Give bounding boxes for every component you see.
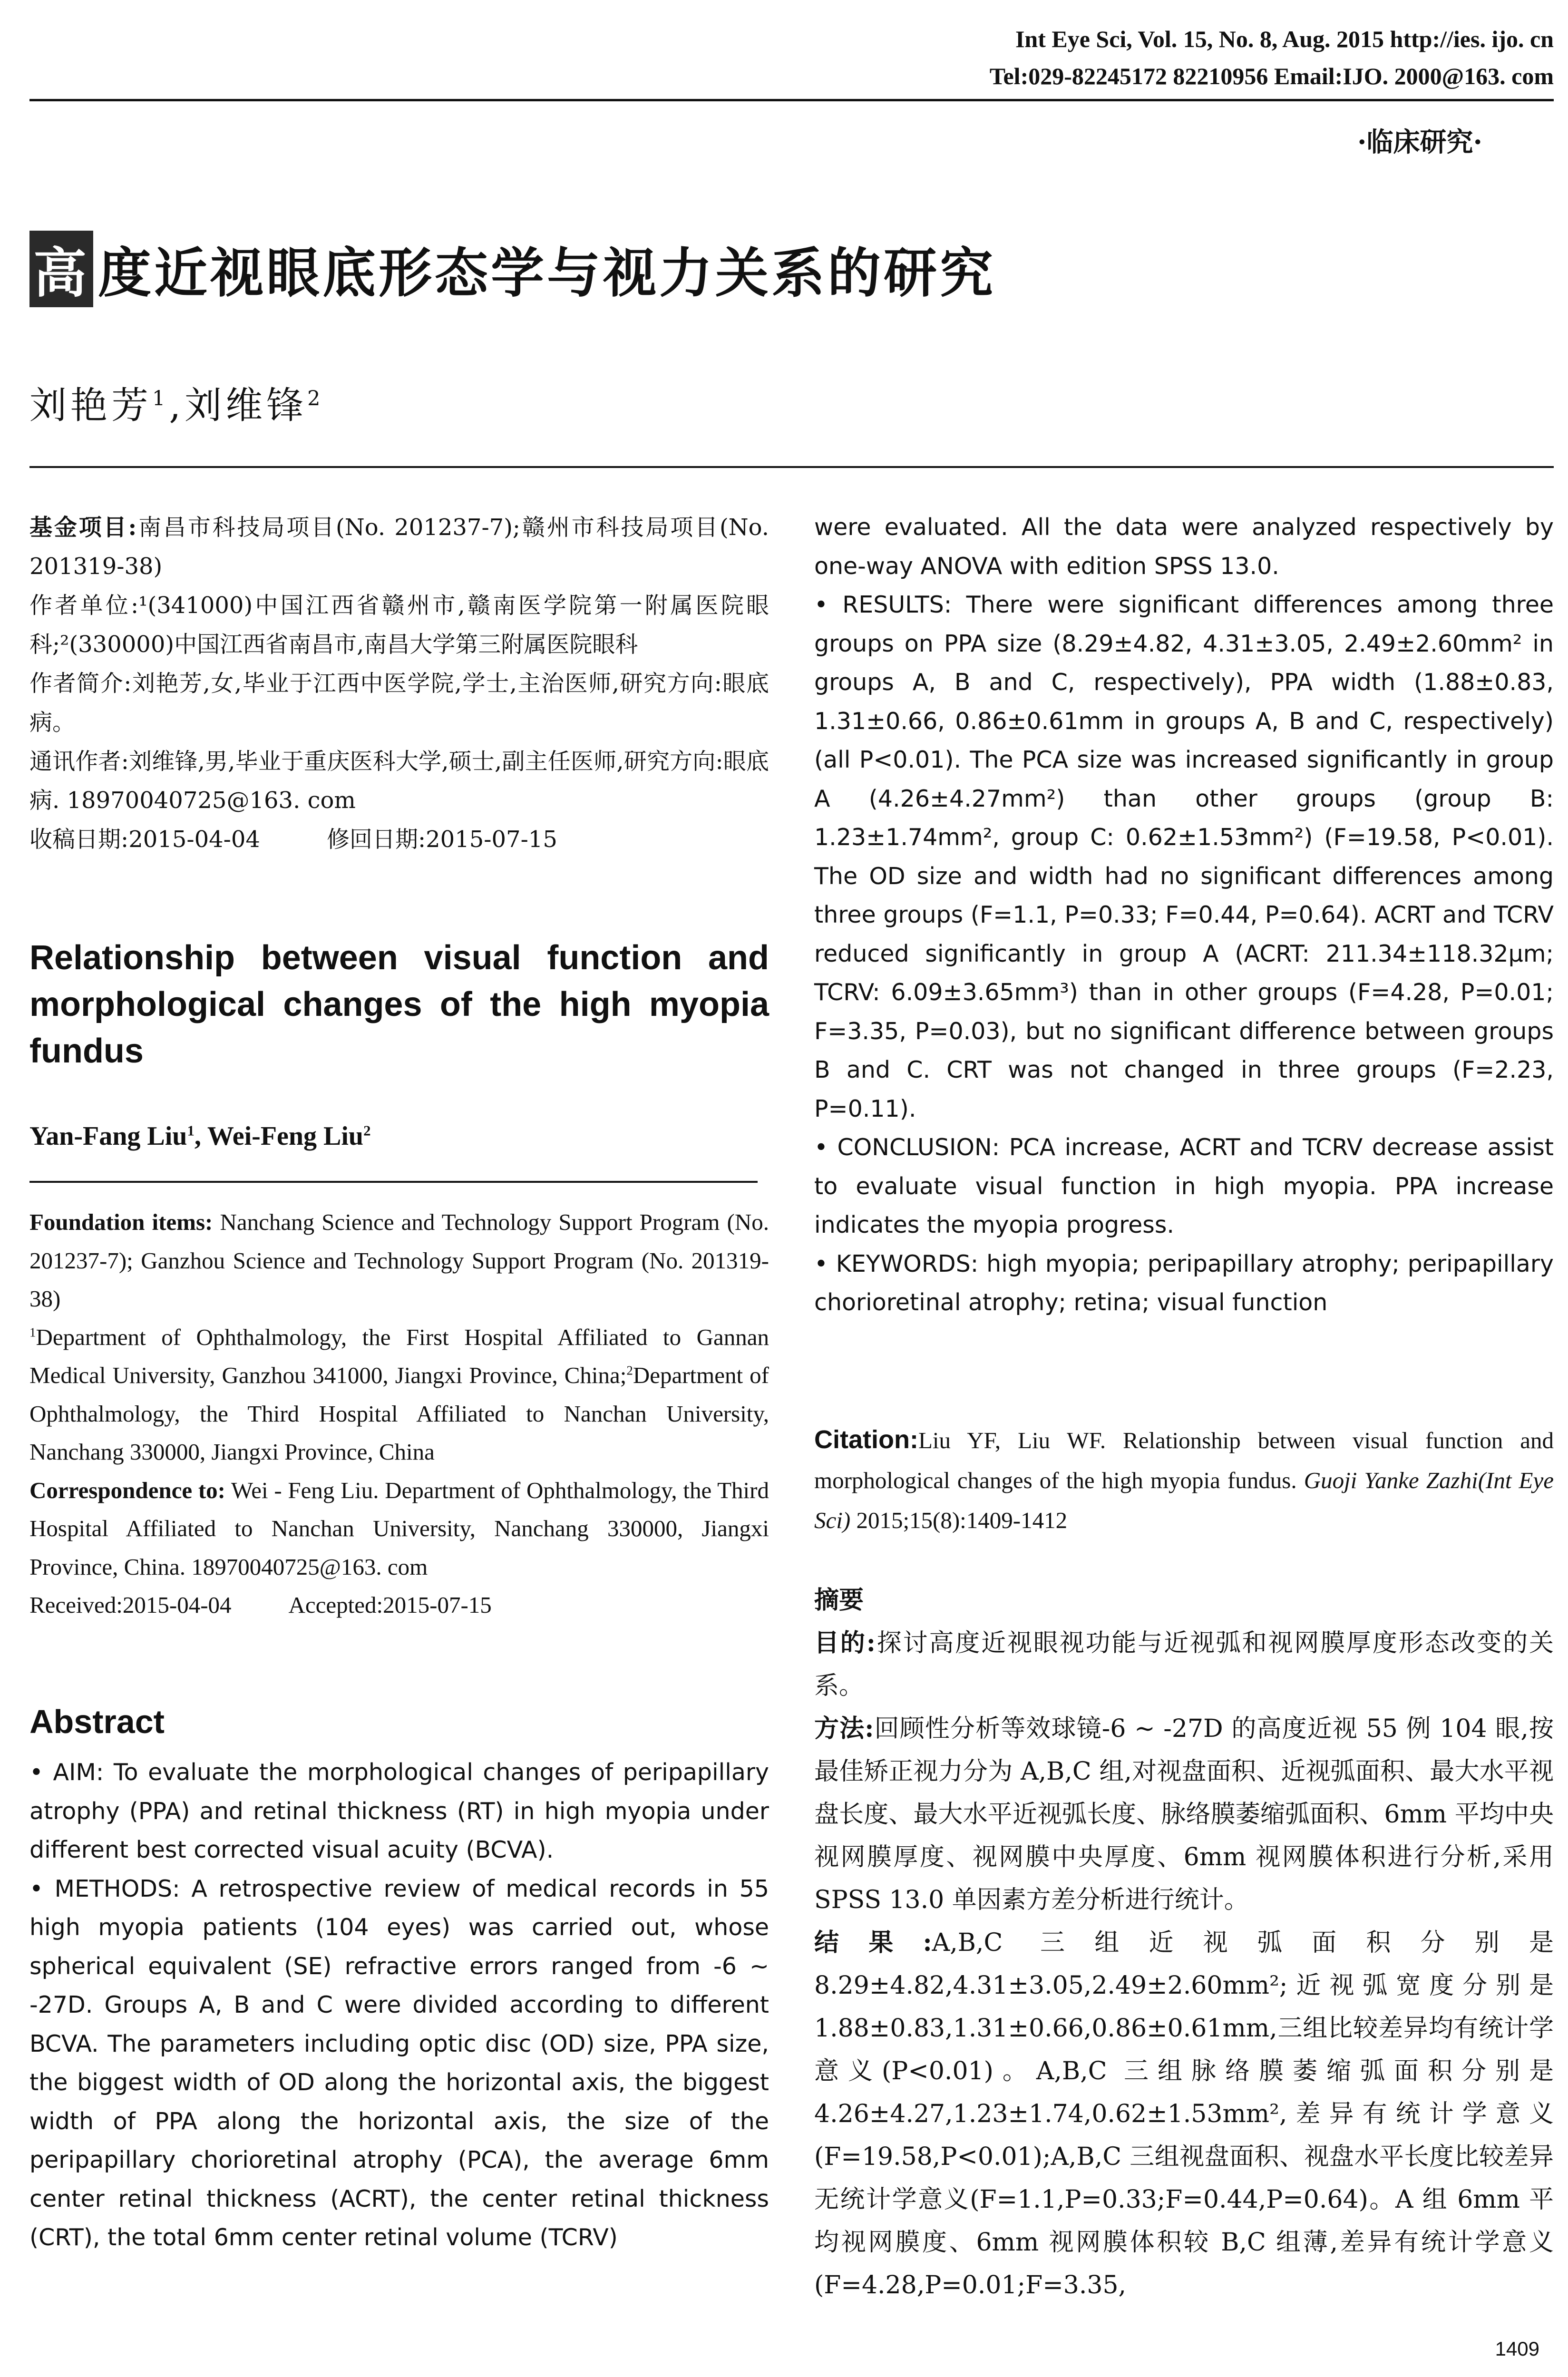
abstract-cn-aim: [814, 1622, 1554, 1707]
accepted-en-label: Accepted:: [288, 1592, 383, 1618]
revised-label: 修回日期:: [326, 826, 426, 853]
cn-methods-label: 方法:: [814, 1714, 874, 1743]
citation-ref: 2015;15(8):1409-1412: [850, 1507, 1068, 1533]
results-text: There were significant differences among three groups on PPA size (8.29±4.82, 4.31±3.05, 2.49±2.60mm² in groups A, B and C, respectively), PPA width (1.88±0.83, 1.31±0.66, 0.86±0.61mm in groups A, B and C, respectively) (all P<0.01). The PCA size was increased significantly in group A (4.26±4.27mm²) than other groups (group B: 1.23±1.74mm², group C: 0.62±1.53mm²) (F=19.58, P<0.01). The OD size and width had no significant differences among three groups (F=1.1, P=0.33; F=0.44, P=0.64). ACRT and TCRV reduced significantly in group A (ACRT: 211.34±118.32μm; TCRV: 6.09±3.65mm³) than in other groups (F=4.28, P=0.01; F=3.35, P=0.03), but no significant difference between groups B and C. CRT was not changed in three groups (F=2.23, P=0.11).: [814, 591, 1554, 1122]
abstract-cn-methods: [814, 1707, 1554, 1921]
received-en-date: 2015-04-04: [122, 1592, 232, 1618]
abstract-methods-cont: [814, 508, 1554, 585]
bio-label: 作者简介:: [29, 670, 132, 697]
corr-cn: [29, 742, 769, 820]
info-cn: [29, 508, 769, 859]
authors-rule: [29, 466, 1554, 468]
page-number: 1409: [1495, 2338, 1539, 2360]
abstract-aim: [29, 1753, 769, 1870]
unit-cn: [29, 586, 769, 664]
cn-results-label: 结果:: [814, 1928, 932, 1957]
corr-en-text: Wei - Feng Liu. Department of Ophthalmology, the Third Hospital Affiliated to Nanchan University, Nanchang 330000, Jiangxi Province, China. 18970040725@163. com: [29, 1477, 769, 1580]
authors-en: [29, 1121, 370, 1151]
author-en-2-sup: 2: [363, 1122, 371, 1139]
funding-label: 基金项目:: [29, 514, 137, 541]
cn-aim-text: 探讨高度近视眼视功能与近视弧和视网膜厚度形态改变的关系。: [814, 1629, 1554, 1700]
author-cn-1-sup: 1: [152, 387, 169, 410]
authors-cn: [29, 376, 324, 429]
abstract-left: [29, 1753, 769, 2257]
author-en-2: Wei-Feng Liu: [207, 1121, 364, 1151]
citation: [814, 1420, 1554, 1540]
dates-en: [29, 1586, 769, 1625]
info-en: [29, 1203, 769, 1625]
abstract-results: [814, 585, 1554, 1128]
funding-cn: [29, 508, 769, 586]
abstract-keywords: [814, 1245, 1554, 1322]
received-en-label: Received:: [29, 1592, 123, 1618]
citation-text: Liu YF, Liu WF. Relationship between visual function and morphological changes of the high myopia fundus.: [814, 1427, 1554, 1493]
affil2-text: Department of Ophthalmology, the Third Hospital Affiliated to Nanchan University, Nanchang 330000, Jiangxi Province, China: [29, 1362, 769, 1465]
title-rest: 度近视眼底形态学与视力关系的研究: [98, 243, 996, 304]
abstract-cn-results: [814, 1921, 1554, 2307]
foundation-label: Foundation items:: [29, 1209, 213, 1235]
author-en-sep: ,: [194, 1121, 207, 1151]
corr-text: 刘维锋,男,毕业于重庆医科大学,硕士,副主任医师,研究方向:眼底病. 18970040725@163. com: [29, 748, 769, 814]
author-en-1-sup: 1: [187, 1122, 195, 1139]
revised-date: 2015-07-15: [426, 826, 557, 853]
abstract-conclusion: [814, 1128, 1554, 1245]
bio-cn: [29, 664, 769, 742]
cn-aim-label: 目的:: [814, 1628, 876, 1657]
unit-label: 作者单位:: [29, 592, 139, 619]
header-rule: [29, 99, 1554, 101]
title-cn: [29, 231, 996, 307]
funding-text: 南昌市科技局项目(No. 201237-7);赣州市科技局项目(No. 201319-38): [29, 514, 769, 580]
affil1-sup: 1: [29, 1325, 36, 1340]
methods-text-left: A retrospective review of medical records in 55 high myopia patients (104 eyes) was carried out, whose spherical equivalent (SE) refractive errors ranged from -6 ~ -27D. Groups A, B and C were divided according to different BCVA. The parameters including optic disc (OD) size, PPA size, the biggest width of OD along the horizontal axis, the biggest width of PPA along the horizontal axis, the size of the peripapillary chorioretinal atrophy (PCA), the average 6mm center retinal thickness (ACRT), the center retinal thickness (CRT), the total 6mm center retinal volume (TCRV): [29, 1875, 769, 2251]
abstract-cn-heading: 摘要: [814, 1586, 864, 1615]
author-en-1: Yan-Fang Liu: [29, 1121, 187, 1151]
section-tag: ·临床研究·: [1357, 127, 1482, 158]
aim-label: • AIM:: [29, 1759, 104, 1786]
corr-label: 通讯作者:: [29, 748, 129, 775]
citation-journal: Guoji Yanke Zazhi(Int Eye Sci): [814, 1467, 1554, 1533]
corr-en-label: Correspondence to:: [29, 1477, 225, 1503]
accepted-en-date: 2015-07-15: [383, 1592, 492, 1618]
received-label: 收稿日期:: [29, 826, 129, 853]
affil1-text: Department of Ophthalmology, the First Hospital Affiliated to Gannan Medical University, Ganzhou 341000, Jiangxi Province, China;: [29, 1324, 769, 1388]
unit-text: ¹(341000)中国江西省赣州市,赣南医学院第一附属医院眼科;²(330000)中国江西省南昌市,南昌大学第三附属医院眼科: [29, 592, 769, 658]
en-authors-rule: [29, 1181, 758, 1183]
keywords-label: • KEYWORDS:: [814, 1250, 979, 1277]
contact-info: Tel:029-82245172 82210956 Email:IJO. 2000@163. com: [989, 63, 1554, 89]
conclusion-text: PCA increase, ACRT and TCRV decrease assist to evaluate visual function in high myopia. PPA increase indicates the myopia progress.: [814, 1134, 1554, 1238]
keywords-text: high myopia; peripapillary atrophy; peripapillary chorioretinal atrophy; retina; visual function: [814, 1250, 1554, 1316]
methods-label: • METHODS:: [29, 1875, 180, 1902]
title-first-char: 高: [29, 231, 93, 307]
foundation-en: [29, 1203, 769, 1318]
citation-label: Citation:: [814, 1425, 918, 1454]
author-cn-1: 刘艳芳: [29, 384, 153, 427]
methods-text-right: were evaluated. All the data were analyzed respectively by one-way ANOVA with edition SPSS 13.0.: [814, 514, 1554, 580]
cn-methods-text: 回顾性分析等效球镜-6 ~ -27D 的高度近视 55 例 104 眼,按最佳矫正视力分为 A,B,C 组,对视盘面积、近视弧面积、最大水平视盘长度、最大水平近视弧长度、脉络膜萎缩弧面积、6mm 平均中央视网膜厚度、视网膜中央厚度、6mm 视网膜体积进行分析,采用 SPSS 13.0 单因素方差分析进行统计。: [814, 1715, 1554, 1914]
corr-en: [29, 1471, 769, 1587]
journal-info: Int Eye Sci, Vol. 15, No. 8, Aug. 2015 http://ies. ijo. cn: [1015, 26, 1554, 52]
abstract-methods: [29, 1870, 769, 2257]
abstract-heading: Abstract: [29, 1703, 165, 1740]
results-label: • RESULTS:: [814, 591, 952, 618]
dates-cn: [29, 820, 769, 859]
cn-results-text: A,B,C 三组近视弧面积分别是 8.29±4.82,4.31±3.05,2.49±2.60mm²;近视弧宽度分别是 1.88±0.83,1.31±0.66,0.86±0.61mm,三组比较差异均有统计学意义(P<0.01)。A,B,C 三组脉络膜萎缩弧面积分别是4.26±4.27,1.23±1.74,0.62±1.53mm²,差异有统计学意义(F=19.58,P<0.01);A,B,C 三组视盘面积、视盘水平长度比较差异无统计学意义(F=1.1,P=0.33;F=0.44,P=0.64)。A 组 6mm 平均视网膜度、6mm 视网膜体积较 B,C 组薄,差异有统计学意义(F=4.28,P=0.01;F=3.35,: [814, 1929, 1554, 2299]
received-date: 2015-04-04: [128, 826, 260, 853]
foundation-text: Nanchang Science and Technology Support Program (No. 201237-7); Ganzhou Science and Technology Support Program (No. 201319-38): [29, 1209, 769, 1312]
abstract-cn: [814, 1579, 1554, 2307]
abstract-right: [814, 508, 1554, 1322]
affil-en: [29, 1318, 769, 1471]
bio-text: 刘艳芳,女,毕业于江西中医学院,学士,主治医师,研究方向:眼底病。: [29, 670, 769, 736]
aim-text: To evaluate the morphological changes of peripapillary atrophy (PPA) and retinal thickness (RT) in high myopia under different best corrected visual acuity (BCVA).: [29, 1759, 769, 1863]
author-cn-2-sup: 2: [307, 387, 324, 410]
conclusion-label: • CONCLUSION:: [814, 1134, 1000, 1161]
affil2-sup: 2: [626, 1363, 633, 1378]
author-cn-2: 刘维锋: [185, 384, 308, 427]
title-en: Relationship between visual function and morphological changes of the high myopia fundus: [29, 939, 769, 1070]
author-cn-sep: ,: [169, 384, 185, 427]
